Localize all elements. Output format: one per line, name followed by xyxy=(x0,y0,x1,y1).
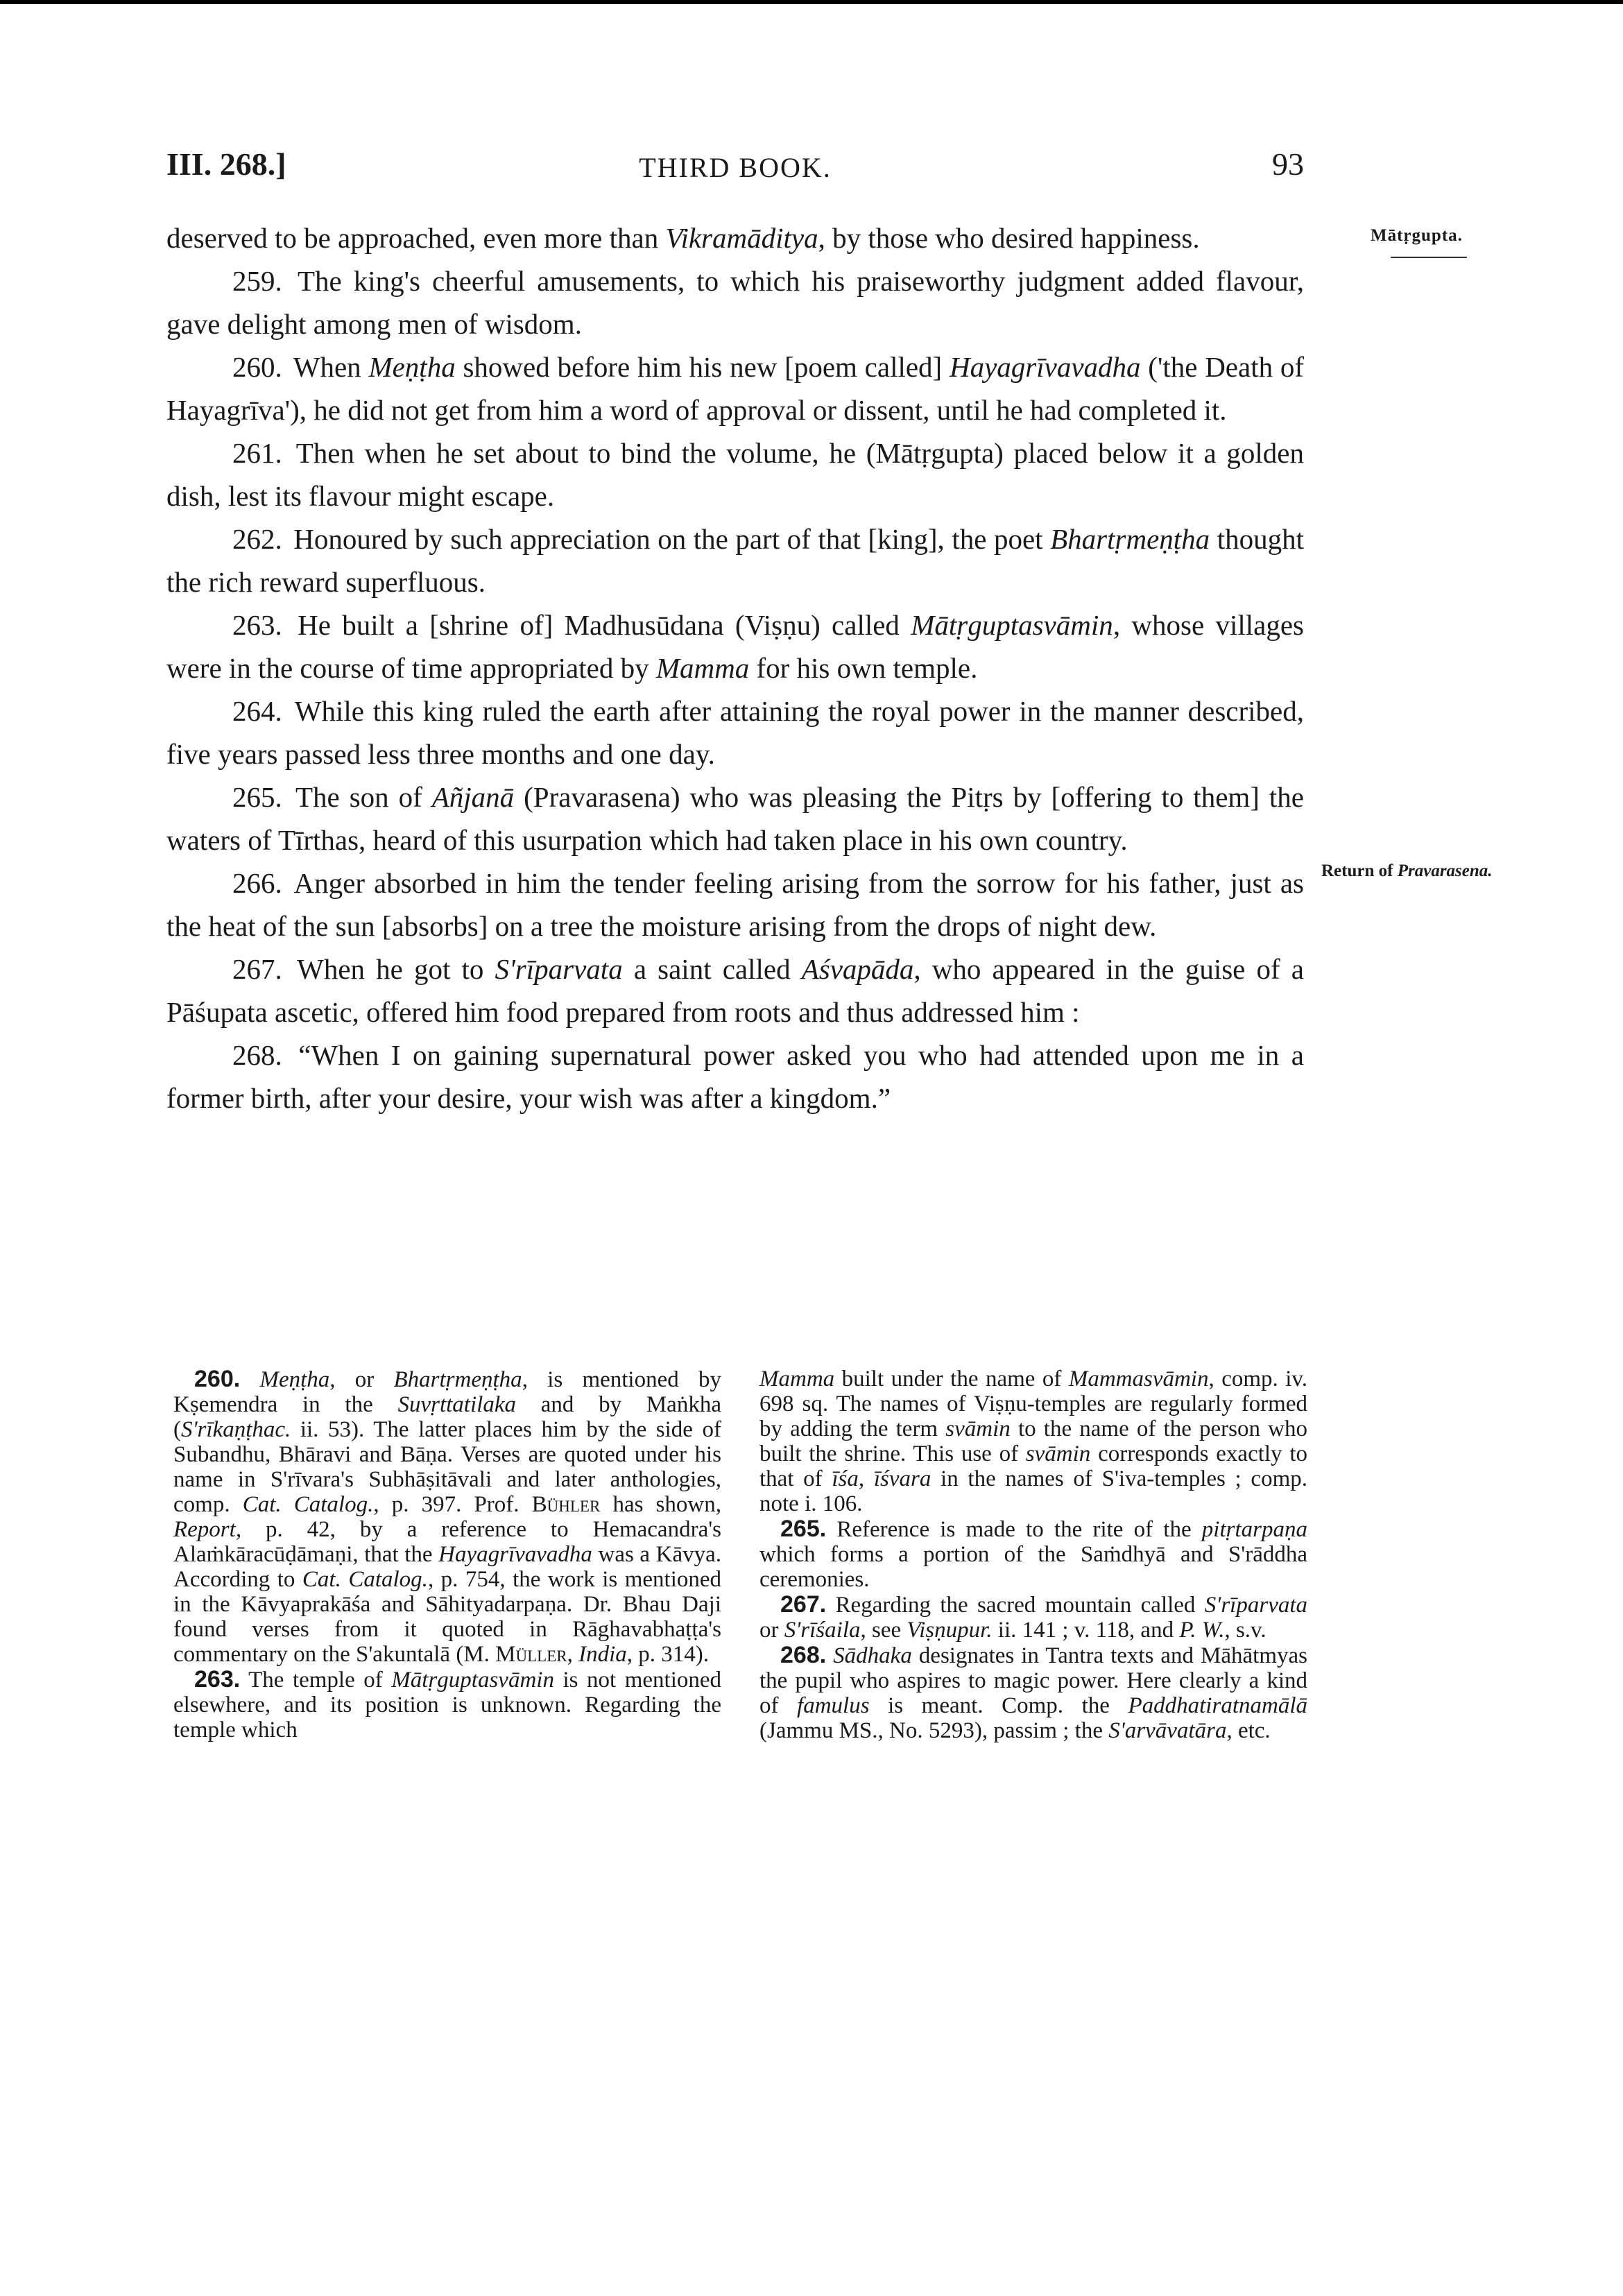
verse-267-text-c: a saint called xyxy=(622,953,802,985)
verse-264-text: While this king ruled the earth after attaining the royal power in the manner described, five years passed less three months and one day. xyxy=(166,695,1304,770)
note-267-f: Viṣṇupur. xyxy=(907,1618,993,1643)
note-267-b: S'rīparvata xyxy=(1204,1593,1308,1618)
note-263-number: 263. xyxy=(194,1666,241,1693)
verse-258-continued xyxy=(166,216,1304,259)
note-267-a: Regarding the sacred mountain called xyxy=(835,1593,1205,1618)
verse-267 xyxy=(166,948,1304,1034)
verse-265-text-c: (Pravarasena) who was pleasing the Pitṛs by [offering to them] the waters of Tīrthas, heard of this usurpation which had taken place in his own country. xyxy=(166,781,1304,856)
note-260-t: , xyxy=(567,1642,579,1667)
note-263-g: , comp. iv. 698 sq. The names of Viṣṇu-temples are regularly formed by adding the term xyxy=(759,1367,1307,1441)
verse-264 xyxy=(166,689,1304,776)
note-263-f: Mammasvāmin xyxy=(1068,1367,1209,1391)
verse-268-number: 268. xyxy=(232,1039,282,1071)
note-267-h: P. W. xyxy=(1179,1618,1225,1643)
note-260-e: Suvṛttatilaka xyxy=(397,1392,516,1417)
verse-264-number: 264. xyxy=(232,695,282,727)
note-265-c: which forms a portion of the Saṁdhyā and S'rāddha ceremonies. xyxy=(759,1542,1307,1592)
note-260-q: Cat. Catalog. xyxy=(302,1567,428,1592)
note-263-d: Mamma xyxy=(759,1367,835,1391)
verse-260-number: 260. xyxy=(232,351,282,383)
note-268-number: 268. xyxy=(780,1642,827,1668)
verse-268 xyxy=(166,1034,1304,1120)
margin-note-matrgupta: Mātṛgupta. xyxy=(1371,226,1463,245)
verse-267-text-a: When he got to xyxy=(297,953,495,985)
note-260-a: Meṇṭha xyxy=(259,1367,330,1392)
note-260-b: , or xyxy=(329,1367,394,1392)
margin-note-return-name: Pravarasena. xyxy=(1397,862,1493,880)
verse-265-text-a: The son of xyxy=(295,781,432,813)
note-265-b: pitṛtarpaṇa xyxy=(1201,1517,1307,1542)
note-265-number: 265. xyxy=(780,1516,827,1542)
margin-note-return-prefix: Return of xyxy=(1321,862,1398,880)
note-260-o: Hayagrīvavadha xyxy=(438,1542,592,1567)
verse-267-text-d: Aśvapāda xyxy=(801,953,914,985)
note-268-g: S'arvāvatāra xyxy=(1108,1718,1227,1743)
note-260-h: ii. 53). The latter places him by the side of Subandhu, Bhāravi and Bāṇa. Verses are quoted under his name in S'rīvara's Subhāṣitāvali and later anthologies, comp. xyxy=(173,1417,721,1517)
footnotes-left-column xyxy=(173,1367,721,1742)
verse-266 xyxy=(166,862,1304,948)
note-260-k: Bühler xyxy=(531,1492,601,1517)
note-260-f: and by Maṅkha ( xyxy=(173,1392,721,1442)
note-263-a: The temple of xyxy=(248,1668,392,1693)
note-260-n: , p. 42, by a reference to Hemacandra's Alaṁkāracūḍāmaṇi, that the xyxy=(173,1517,721,1567)
verse-267-text-b: S'rīparvata xyxy=(495,953,623,985)
margin-note-rule xyxy=(1391,257,1467,258)
note-267-e: , see xyxy=(860,1618,907,1643)
verse-263 xyxy=(166,603,1304,689)
verse-259 xyxy=(166,259,1304,345)
note-268-a: Sādhaka xyxy=(833,1643,912,1668)
note-263-continued xyxy=(759,1367,1307,1516)
note-263-l: īśa, īśvara xyxy=(832,1466,931,1491)
verse-267-text-e: , who appeared in the guise of a Pāśupata ascetic, offered him food prepared from roots and thus addressed him : xyxy=(166,953,1304,1028)
verse-267-number: 267. xyxy=(232,953,282,985)
verse-261-number: 261. xyxy=(232,437,282,469)
verse-258-text-b: Vikramāditya xyxy=(665,222,818,254)
verse-260-text-c: showed before him his new [poem called] xyxy=(455,351,950,383)
note-267 xyxy=(759,1592,1307,1643)
margin-note-return-of-pravarasena xyxy=(1321,862,1493,881)
note-260 xyxy=(173,1367,721,1667)
verse-260-text-b: Meṇṭha xyxy=(368,351,456,383)
note-268-h: , etc. xyxy=(1226,1718,1271,1743)
note-260-g: S'rīkaṇṭhac. xyxy=(181,1417,291,1442)
note-268-e: Paddhatiratnamālā xyxy=(1128,1693,1307,1718)
verse-262 xyxy=(166,517,1304,603)
verse-262-text-b: Bhartṛmeṇṭha xyxy=(1050,523,1210,555)
verse-261 xyxy=(166,431,1304,517)
note-268-d: is meant. Comp. the xyxy=(869,1693,1128,1718)
running-header xyxy=(166,146,1304,194)
note-267-d: S'rīśaila xyxy=(784,1618,861,1643)
verse-263-text-c: , whose villages were in the course of time appropriated by xyxy=(166,609,1305,684)
footnotes-right-column xyxy=(759,1367,1307,1743)
verse-265-number: 265. xyxy=(232,781,282,813)
note-260-l: has shown, xyxy=(600,1492,721,1517)
verse-265-text-b: Añjanā xyxy=(431,781,515,813)
note-260-m: Report xyxy=(173,1517,236,1542)
section-reference: III. 268.] xyxy=(166,146,286,182)
verse-258-text-c: , by those who desired happiness. xyxy=(818,222,1200,254)
note-263 xyxy=(173,1667,721,1742)
note-263-c: is not mentioned elsewhere, and its position is unknown. Regarding the temple which xyxy=(173,1668,722,1742)
verse-266-number: 266. xyxy=(232,867,282,899)
note-260-number: 260. xyxy=(194,1366,241,1392)
verse-258-text-a: deserved to be approached, even more than xyxy=(166,222,666,254)
note-265 xyxy=(759,1516,1307,1592)
main-text xyxy=(166,216,1304,1120)
verse-266-text: Anger absorbed in him the tender feeling arising from the sorrow for his father, just as the heat of the sun [absorbs] on a tree the moisture arising from the drops of night dew. xyxy=(166,867,1304,942)
verse-262-text-a: Honoured by such appreciation on the part of that [king], the poet xyxy=(293,523,1051,555)
running-title: THIRD BOOK. xyxy=(639,152,832,183)
verse-259-text: The king's cheerful amusements, to which his praiseworthy judgment added flavour, gave delight among men of wisdom. xyxy=(166,265,1304,340)
verse-259-number: 259. xyxy=(232,265,282,297)
note-260-i: Cat. Catalog. xyxy=(242,1492,374,1517)
note-260-d: , is mentioned by Kṣemendra in the xyxy=(173,1367,722,1417)
note-260-r: , p. 754, the work is mentioned in the Kāvyaprakāśa and Sāhityadarpaṇa. Dr. Bhau Daji found verses from it quoted in Rāghavabhaṭṭa's commentary on the S'akuntalā (M. xyxy=(173,1567,722,1667)
note-268-b: designates in Tantra texts and Māhātmyas the pupil who aspires to magic power. Here clearly a kind of xyxy=(759,1643,1307,1718)
verse-260-text-a: When xyxy=(293,351,369,383)
verse-262-number: 262. xyxy=(232,523,282,555)
note-260-c: Bhartṛmeṇṭha xyxy=(393,1367,522,1392)
note-268 xyxy=(759,1643,1307,1743)
note-268-c: famulus xyxy=(797,1693,870,1718)
verse-265 xyxy=(166,776,1304,862)
note-263-k: corresponds exactly to that of xyxy=(759,1441,1307,1491)
note-267-number: 267. xyxy=(780,1591,827,1618)
verse-260 xyxy=(166,345,1304,431)
note-260-p: was a Kāvya. According to xyxy=(173,1542,721,1592)
note-267-i: , s.v. xyxy=(1224,1618,1266,1643)
note-263-b: Mātṛguptasvāmin xyxy=(391,1668,554,1693)
note-263-m: in the names of S'iva-temples ; comp. note i. 106. xyxy=(759,1466,1307,1516)
top-border-rule xyxy=(0,0,1623,4)
note-260-u: India xyxy=(578,1642,627,1667)
note-268-f: (Jammu MS., No. 5293), passim ; the xyxy=(759,1718,1109,1743)
note-260-v: , p. 314). xyxy=(626,1642,710,1667)
verse-263-text-a: He built a [shrine of] Madhusūdana (Viṣṇu) called xyxy=(298,609,911,641)
verse-263-text-d: Mamma xyxy=(655,652,750,684)
note-260-s: Müller xyxy=(495,1642,567,1667)
verse-263-number: 263. xyxy=(232,609,282,641)
verse-260-text-e: ('the Death of Hayagrīva'), he did not get from him a word of approval or dissent, until he had completed it. xyxy=(166,351,1305,426)
note-267-c: or xyxy=(759,1618,784,1643)
verse-268-text: “When I on gaining supernatural power asked you who had attended upon me in a former birth, after your desire, your wish was after a kingdom.” xyxy=(166,1039,1304,1114)
note-263-j: svāmin xyxy=(1025,1441,1091,1466)
note-265-a: Reference is made to the rite of the xyxy=(836,1517,1202,1542)
note-263-e: built under the name of xyxy=(834,1367,1069,1391)
note-263-i: to the name of the person who built the shrine. This use of xyxy=(759,1416,1308,1466)
note-260-j: , p. 397. Prof. xyxy=(373,1492,532,1517)
note-267-g: ii. 141 ; v. 118, and xyxy=(992,1618,1180,1643)
page-number: 93 xyxy=(1272,146,1304,182)
verse-263-text-e: for his own temple. xyxy=(749,652,978,684)
verse-263-text-b: Mātṛguptasvāmin xyxy=(911,609,1113,641)
verse-261-text: Then when he set about to bind the volume, he (Mātṛgupta) placed below it a golden dish, lest its flavour might escape. xyxy=(166,437,1304,512)
verse-262-text-c: thought the rich reward superfluous. xyxy=(166,523,1304,598)
note-263-h: svāmin xyxy=(945,1416,1011,1441)
verse-260-text-d: Hayagrīvavadha xyxy=(949,351,1141,383)
